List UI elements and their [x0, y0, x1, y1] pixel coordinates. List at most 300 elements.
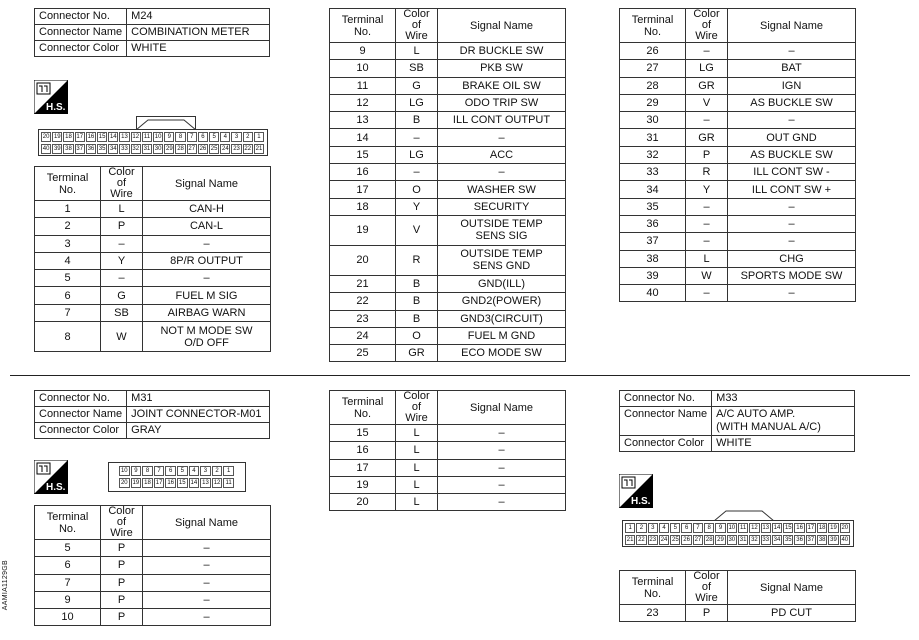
table-row [35, 304, 271, 321]
connector-pin: 12 [132, 134, 140, 140]
connector-pin: 4 [220, 132, 230, 142]
connector-pin: 35 [784, 537, 792, 543]
signal-name-cell: – [143, 557, 271, 574]
wire-color-cell: P [101, 557, 143, 574]
terminal-no-cell: 8 [35, 322, 101, 352]
connector-pin: 6 [198, 132, 208, 142]
connector-pin: 11 [143, 134, 151, 140]
signal-name-cell: ECO MODE SW [438, 345, 566, 362]
wire-color-cell: B [396, 310, 438, 327]
wire-color-cell: – [686, 285, 728, 302]
connector-pin: 15 [98, 134, 106, 140]
connector-pin: 16 [796, 525, 803, 531]
wire-color-cell: P [101, 609, 143, 626]
wire-color-cell: LG [396, 94, 438, 111]
connector-pin: 16 [167, 480, 175, 486]
connector-no-label: Connector No. [35, 9, 127, 25]
connector-pin: 35 [98, 146, 106, 152]
terminal-no-cell: 9 [35, 591, 101, 608]
connector-pin: 10 [120, 468, 128, 474]
terminal-no-cell: 26 [620, 43, 686, 60]
terminal-no-cell: 2 [35, 218, 101, 235]
table-row [620, 77, 856, 94]
connector-name-label: Connector Name [620, 407, 712, 436]
table-row [330, 60, 566, 77]
harness-side-icon [619, 474, 653, 508]
table-row [35, 557, 271, 574]
table-row [330, 494, 566, 511]
table-row [330, 112, 566, 129]
connector-pin: 11 [223, 478, 234, 488]
svg-text:H.S.: H.S. [631, 496, 651, 507]
signal-name-cell: – [728, 215, 856, 232]
wire-color-cell: – [686, 112, 728, 129]
connector-pin: 25 [210, 146, 218, 152]
terminal-no-cell: 12 [330, 94, 396, 111]
wire-color-cell: B [396, 293, 438, 310]
connector-pin: 38 [818, 537, 826, 543]
connector-pin: 16 [87, 134, 95, 140]
table-row [330, 476, 566, 493]
terminal-no-cell: 21 [330, 275, 396, 292]
connector-pin: 25 [671, 537, 679, 543]
connector-pin: 28 [705, 537, 713, 543]
table-row [330, 293, 566, 310]
connector-pin: 19 [53, 134, 61, 140]
wire-color-cell: SB [101, 304, 143, 321]
connector-pin: 9 [164, 132, 174, 142]
wire-color-cell: L [686, 250, 728, 267]
table-row [330, 215, 566, 245]
wire-color-cell: V [396, 215, 438, 245]
connector-pin: 28 [177, 146, 184, 152]
signal-name-cell: – [143, 591, 271, 608]
connector-pin: 8 [142, 466, 153, 476]
table-row [620, 129, 856, 146]
table-row [330, 164, 566, 181]
wire-color-cell: – [686, 233, 728, 250]
connector-pin: 20 [841, 525, 849, 531]
connector-pin: 2 [636, 523, 646, 533]
connector-no-value: M33 [712, 391, 855, 407]
table-row [620, 181, 856, 198]
signal-name-header: Signal Name [143, 506, 271, 540]
table-row [330, 327, 566, 344]
signal-name-cell: – [438, 425, 566, 442]
connector-pin: 5 [177, 466, 188, 476]
table-row [620, 285, 856, 302]
terminal-no-cell: 30 [620, 112, 686, 129]
signal-name-cell: ACC [438, 146, 566, 163]
harness-side-icon [34, 460, 68, 494]
terminal-no-cell: 10 [330, 60, 396, 77]
svg-text:H.S.: H.S. [46, 482, 66, 493]
color-of-wire-header: Color of Wire [686, 9, 728, 43]
signal-name-cell: AS BUCKLE SW [728, 146, 856, 163]
wire-color-cell: L [396, 459, 438, 476]
table-row [620, 233, 856, 250]
color-of-wire-header: Color of Wire [101, 506, 143, 540]
connector-color-label: Connector Color [35, 41, 127, 57]
connector-name-label: Connector Name [35, 25, 127, 41]
signal-name-header: Signal Name [438, 9, 566, 43]
connector-pin: 20 [42, 134, 50, 140]
wire-color-cell: LG [686, 60, 728, 77]
signal-name-cell: – [438, 476, 566, 493]
connector-pin: 8 [175, 132, 185, 142]
connector-pin: 13 [202, 480, 209, 486]
terminal-no-cell: 24 [330, 327, 396, 344]
terminal-no-cell: 6 [35, 557, 101, 574]
connector-pin: 31 [143, 146, 151, 152]
signal-name-cell: GND2(POWER) [438, 293, 566, 310]
wire-color-cell: L [396, 476, 438, 493]
connector-pin: 6 [165, 466, 176, 476]
color-of-wire-header: Color of Wire [101, 167, 143, 201]
terminal-no-cell: 13 [330, 112, 396, 129]
terminal-no-cell: 25 [330, 345, 396, 362]
terminal-no-cell: 4 [35, 252, 101, 269]
connector-pin: 15 [178, 480, 186, 486]
wire-color-cell: B [396, 275, 438, 292]
wire-color-cell: G [101, 287, 143, 304]
connector-pin: 2 [212, 466, 223, 476]
table-row [330, 245, 566, 275]
hs-label: H.S. [46, 102, 66, 113]
connector-color-value: GRAY [127, 423, 270, 439]
connector-pin: 3 [648, 523, 658, 533]
connector-name-value: A/C AUTO AMP. (WITH MANUAL A/C) [712, 407, 855, 436]
wire-color-cell: R [686, 164, 728, 181]
wire-color-cell: – [101, 270, 143, 287]
signal-name-cell: NOT M MODE SW O/D OFF [143, 322, 271, 352]
terminal-no-cell: 16 [330, 164, 396, 181]
connector-pin: 22 [638, 537, 645, 543]
harness-side-icon [34, 80, 68, 114]
connector-pin: 29 [165, 146, 173, 152]
m33-connector-info [619, 390, 855, 452]
table-row [330, 310, 566, 327]
signal-name-cell: – [438, 164, 566, 181]
connector-no-value: M31 [127, 391, 270, 407]
wire-color-cell: Y [686, 181, 728, 198]
wire-color-cell: P [101, 591, 143, 608]
signal-name-cell: – [143, 270, 271, 287]
terminal-no-cell: 39 [620, 267, 686, 284]
connector-pin: 13 [121, 134, 128, 140]
connector-pin: 17 [76, 134, 84, 140]
wire-color-cell: P [101, 540, 143, 557]
table-row [35, 270, 271, 287]
table-row [330, 425, 566, 442]
terminal-no-cell: 33 [620, 164, 686, 181]
signal-name-cell: – [728, 285, 856, 302]
signal-name-cell: CHG [728, 250, 856, 267]
connector-pin: 12 [751, 525, 758, 531]
connector-pin: 30 [154, 146, 162, 152]
signal-name-header: Signal Name [438, 391, 566, 425]
terminal-no-header: Terminal No. [35, 506, 101, 540]
wire-color-cell: – [101, 235, 143, 252]
connector-pin: 5 [670, 523, 680, 533]
signal-name-cell: ILL CONT SW - [728, 164, 856, 181]
color-of-wire-header: Color of Wire [686, 571, 728, 605]
terminal-no-cell: 28 [620, 77, 686, 94]
terminal-no-cell: 38 [620, 250, 686, 267]
table-row [35, 540, 271, 557]
terminal-no-cell: 20 [330, 245, 396, 275]
signal-name-cell: CAN-H [143, 201, 271, 218]
terminal-no-cell: 17 [330, 459, 396, 476]
connector-pin: 27 [188, 146, 196, 152]
terminal-no-header: Terminal No. [330, 391, 396, 425]
connector-pin: 20 [120, 480, 128, 486]
wire-color-cell: – [686, 198, 728, 215]
connector-pin: 40 [42, 146, 50, 152]
connector-pin: 17 [155, 480, 163, 486]
signal-name-cell: – [728, 43, 856, 60]
table-row [330, 146, 566, 163]
wire-color-cell: – [396, 129, 438, 146]
m24-connector-face [38, 116, 268, 156]
table-row [330, 345, 566, 362]
table-row [35, 287, 271, 304]
terminal-no-cell: 17 [330, 181, 396, 198]
connector-pin: 1 [254, 132, 264, 142]
connector-pin: 23 [649, 537, 657, 543]
wire-color-cell: GR [686, 77, 728, 94]
signal-name-cell: BAT [728, 60, 856, 77]
signal-name-cell: FUEL M GND [438, 327, 566, 344]
table-row [330, 43, 566, 60]
signal-name-cell: PKB SW [438, 60, 566, 77]
connector-pin: 30 [728, 537, 736, 543]
connector-name-label: Connector Name [35, 407, 127, 423]
signal-name-cell: OUTSIDE TEMP SENS SIG [438, 215, 566, 245]
table-row [330, 94, 566, 111]
signal-name-cell: AS BUCKLE SW [728, 94, 856, 111]
connector-pin: 10 [728, 525, 736, 531]
terminal-no-cell: 10 [35, 609, 101, 626]
terminal-no-cell: 15 [330, 425, 396, 442]
table-row [620, 164, 856, 181]
terminal-no-cell: 40 [620, 285, 686, 302]
connector-pin: 18 [818, 525, 826, 531]
connector-pin: 4 [659, 523, 669, 533]
wire-color-cell: O [396, 327, 438, 344]
connector-pin: 24 [660, 537, 668, 543]
terminal-no-cell: 16 [330, 442, 396, 459]
connector-color-value: WHITE [712, 436, 855, 452]
connector-pin: 21 [626, 537, 634, 543]
terminal-no-cell: 5 [35, 270, 101, 287]
table-row [620, 112, 856, 129]
terminal-no-cell: 31 [620, 129, 686, 146]
connector-pin: 7 [693, 523, 703, 533]
connector-pin: 7 [154, 466, 165, 476]
table-row [35, 609, 271, 626]
wire-color-cell: P [686, 146, 728, 163]
signal-name-cell: – [728, 233, 856, 250]
connector-pin: 6 [681, 523, 691, 533]
wire-color-cell: W [686, 267, 728, 284]
connector-pin: 19 [132, 480, 140, 486]
terminal-no-cell: 36 [620, 215, 686, 232]
table-row [35, 218, 271, 235]
terminal-no-cell: 29 [620, 94, 686, 111]
connector-pin: 3 [231, 132, 241, 142]
signal-name-cell: ODO TRIP SW [438, 94, 566, 111]
wire-color-cell: L [396, 43, 438, 60]
signal-name-cell: FUEL M SIG [143, 287, 271, 304]
wire-color-cell: L [101, 201, 143, 218]
wire-color-cell: GR [396, 345, 438, 362]
connector-pin: 27 [694, 537, 702, 543]
connector-pin: 19 [830, 525, 837, 531]
connector-pin: 31 [739, 537, 747, 543]
wire-color-cell: P [101, 218, 143, 235]
table-row [330, 129, 566, 146]
signal-name-cell: CAN-L [143, 218, 271, 235]
terminal-no-cell: 37 [620, 233, 686, 250]
table-row [330, 77, 566, 94]
connector-pin: 29 [717, 537, 724, 543]
table-row [620, 215, 856, 232]
terminal-no-header: Terminal No. [330, 9, 396, 43]
terminal-no-cell: 7 [35, 574, 101, 591]
connector-pin: 15 [784, 525, 792, 531]
terminal-no-cell: 15 [330, 146, 396, 163]
signal-name-cell: GND(ILL) [438, 275, 566, 292]
signal-name-cell: 8P/R OUTPUT [143, 252, 271, 269]
signal-name-cell: ILL CONT OUTPUT [438, 112, 566, 129]
table-row [35, 322, 271, 352]
signal-name-cell: – [143, 609, 271, 626]
connector-pin: 34 [109, 146, 117, 152]
m24-terminal-table-3 [619, 8, 856, 302]
connector-pin: 32 [132, 146, 140, 152]
m24-terminal-table-1 [34, 166, 271, 352]
connector-pin: 8 [704, 523, 714, 533]
connector-pin: 40 [841, 537, 849, 543]
section-divider [10, 375, 910, 376]
signal-name-cell: ILL CONT SW + [728, 181, 856, 198]
table-row [35, 252, 271, 269]
signal-name-cell: BRAKE OIL SW [438, 77, 566, 94]
terminal-no-cell: 6 [35, 287, 101, 304]
connector-pin: 36 [87, 146, 95, 152]
signal-name-cell: GND3(CIRCUIT) [438, 310, 566, 327]
connector-pin: 17 [807, 525, 815, 531]
terminal-no-cell: 11 [330, 77, 396, 94]
signal-name-header: Signal Name [728, 571, 856, 605]
table-row [35, 591, 271, 608]
signal-name-cell: DR BUCKLE SW [438, 43, 566, 60]
connector-pin: 9 [131, 466, 142, 476]
signal-name-cell: PD CUT [728, 605, 856, 622]
m24-connector-info [34, 8, 270, 57]
signal-name-cell: – [143, 540, 271, 557]
connector-pin: 5 [209, 132, 219, 142]
color-of-wire-header: Color of Wire [396, 391, 438, 425]
table-row [330, 198, 566, 215]
terminal-no-cell: 19 [330, 476, 396, 493]
connector-pin: 2 [243, 132, 253, 142]
connector-color-label: Connector Color [620, 436, 712, 452]
wire-color-cell: Y [101, 252, 143, 269]
connector-pin: 14 [773, 525, 781, 531]
connector-pin: 14 [190, 480, 198, 486]
wire-color-cell: W [101, 322, 143, 352]
terminal-no-cell: 20 [330, 494, 396, 511]
connector-pin: 3 [200, 466, 211, 476]
connector-pin: 33 [762, 537, 770, 543]
wire-color-cell: P [101, 574, 143, 591]
signal-name-cell: – [438, 494, 566, 511]
wire-color-cell: – [396, 164, 438, 181]
wire-color-cell: O [396, 181, 438, 198]
connector-pin: 7 [187, 132, 197, 142]
signal-name-cell: – [438, 459, 566, 476]
terminal-no-cell: 3 [35, 235, 101, 252]
connector-pin: 26 [683, 537, 690, 543]
wire-color-cell: L [396, 494, 438, 511]
table-row [620, 605, 856, 622]
wire-color-cell: – [686, 43, 728, 60]
connector-name-value: COMBINATION METER [127, 25, 270, 41]
terminal-no-header: Terminal No. [620, 9, 686, 43]
connector-pin: 39 [53, 146, 61, 152]
terminal-no-cell: 1 [35, 201, 101, 218]
connector-color-label: Connector Color [35, 423, 127, 439]
terminal-no-cell: 9 [330, 43, 396, 60]
signal-name-cell: IGN [728, 77, 856, 94]
connector-pin: 36 [796, 537, 803, 543]
connector-pin: 13 [762, 525, 770, 531]
color-of-wire-header: Color of Wire [396, 9, 438, 43]
connector-pin: 34 [773, 537, 781, 543]
signal-name-cell: AIRBAG WARN [143, 304, 271, 321]
connector-no-label: Connector No. [35, 391, 127, 407]
table-row [620, 267, 856, 284]
connector-pin: 39 [830, 537, 837, 543]
signal-name-cell: SECURITY [438, 198, 566, 215]
wire-color-cell: GR [686, 129, 728, 146]
signal-name-header: Signal Name [143, 167, 271, 201]
table-row [620, 198, 856, 215]
terminal-no-cell: 19 [330, 215, 396, 245]
terminal-no-cell: 7 [35, 304, 101, 321]
terminal-no-cell: 27 [620, 60, 686, 77]
connector-pin: 26 [199, 146, 207, 152]
signal-name-cell: – [438, 442, 566, 459]
connector-pin: 22 [244, 146, 252, 152]
signal-name-cell: – [143, 235, 271, 252]
wire-color-cell: L [396, 442, 438, 459]
signal-name-header: Signal Name [728, 9, 856, 43]
connector-no-label: Connector No. [620, 391, 712, 407]
connector-no-value: M24 [127, 9, 270, 25]
wire-color-cell: – [686, 215, 728, 232]
wire-color-cell: Y [396, 198, 438, 215]
connector-pin: 33 [121, 146, 128, 152]
terminal-no-cell: 22 [330, 293, 396, 310]
terminal-no-cell: 23 [330, 310, 396, 327]
terminal-no-cell: 5 [35, 540, 101, 557]
connector-pin: 37 [807, 537, 815, 543]
signal-name-cell: – [728, 112, 856, 129]
wire-color-cell: G [396, 77, 438, 94]
